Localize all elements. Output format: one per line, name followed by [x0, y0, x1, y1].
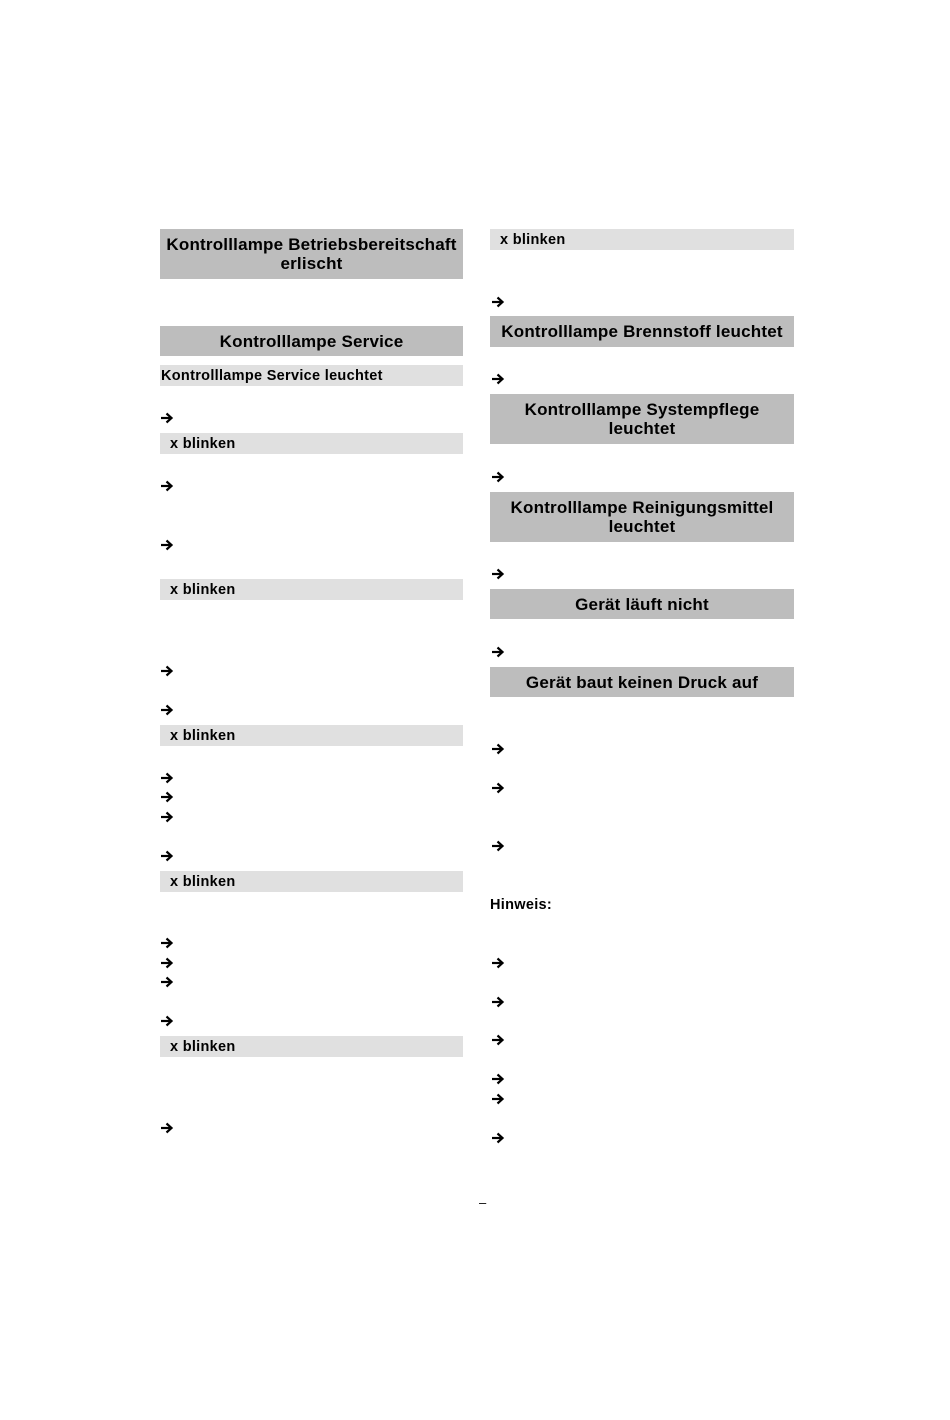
- arrow-right-icon: [491, 296, 505, 308]
- subheading-blink: [490, 229, 794, 250]
- subheading-blink-text: x blinken: [500, 231, 566, 248]
- heading-service-lamp-text: Kontrolllampe Service: [219, 331, 404, 351]
- arrow-right-icon: [491, 646, 505, 658]
- arrow-right-icon: [491, 840, 505, 852]
- arrow-right-icon: [491, 1073, 505, 1085]
- arrow-right-icon: [160, 704, 174, 716]
- subheading-service-lamp-lit-text: Kontrolllampe Service leuchtet: [161, 367, 383, 384]
- heading-ready-lamp-off: [160, 229, 463, 279]
- subheading-blink-text: x blinken: [170, 727, 236, 744]
- heading-no-pressure-text: Gerät baut keinen Druck auf: [525, 672, 759, 692]
- arrow-right-icon: [160, 1015, 174, 1027]
- arrow-right-icon: [160, 412, 174, 424]
- arrow-right-icon: [491, 1034, 505, 1046]
- arrow-right-icon: [160, 1122, 174, 1134]
- arrow-right-icon: [160, 480, 174, 492]
- subheading-blink: [160, 1036, 463, 1057]
- heading-fuel-lamp-text: Kontrolllampe Brennstoff leuchtet: [501, 322, 783, 341]
- subheading-blink-text: x blinken: [170, 873, 236, 890]
- arrow-right-icon: [491, 373, 505, 385]
- heading-ready-lamp-off-text: Kontrolllampe Betriebsbereitschaft erlischt: [166, 235, 457, 273]
- heading-not-running-text: Gerät läuft nicht: [575, 594, 709, 614]
- arrow-right-icon: [491, 782, 505, 794]
- arrow-right-icon: [491, 1093, 505, 1105]
- arrow-right-icon: [160, 957, 174, 969]
- subheading-blink-text: x blinken: [170, 1038, 236, 1055]
- heading-detergent-lamp: [490, 492, 794, 542]
- subheading-blink: [160, 725, 463, 746]
- subheading-blink: [160, 433, 463, 454]
- heading-fuel-lamp: [490, 316, 794, 347]
- arrow-right-icon: [491, 743, 505, 755]
- arrow-right-icon: [160, 665, 174, 677]
- arrow-right-icon: [160, 811, 174, 823]
- heading-system-care-lamp: [490, 394, 794, 444]
- arrow-right-icon: [160, 772, 174, 784]
- arrow-right-icon: [160, 539, 174, 551]
- subheading-service-lamp-lit: [160, 365, 463, 386]
- subheading-blink: [160, 579, 463, 600]
- subheading-blink: [160, 871, 463, 892]
- arrow-right-icon: [491, 1132, 505, 1144]
- heading-detergent-lamp-text: Kontrolllampe Reinigungsmittel leuchtet: [510, 498, 774, 536]
- arrow-right-icon: [160, 850, 174, 862]
- subheading-blink-text: x blinken: [170, 435, 236, 452]
- arrow-right-icon: [160, 791, 174, 803]
- arrow-right-icon: [491, 957, 505, 969]
- arrow-right-icon: [491, 471, 505, 483]
- arrow-right-icon: [160, 937, 174, 949]
- subheading-blink-text: x blinken: [170, 581, 236, 598]
- heading-system-care-lamp-text: Kontrolllampe Systempflege leuchtet: [524, 400, 760, 438]
- arrow-right-icon: [491, 996, 505, 1008]
- page-number: –: [479, 1195, 487, 1210]
- heading-no-pressure: [490, 667, 794, 697]
- arrow-right-icon: [160, 976, 174, 988]
- arrow-right-icon: [491, 568, 505, 580]
- note-label: Hinweis:: [490, 897, 553, 913]
- heading-service-lamp: [160, 326, 463, 356]
- heading-not-running: [490, 589, 794, 619]
